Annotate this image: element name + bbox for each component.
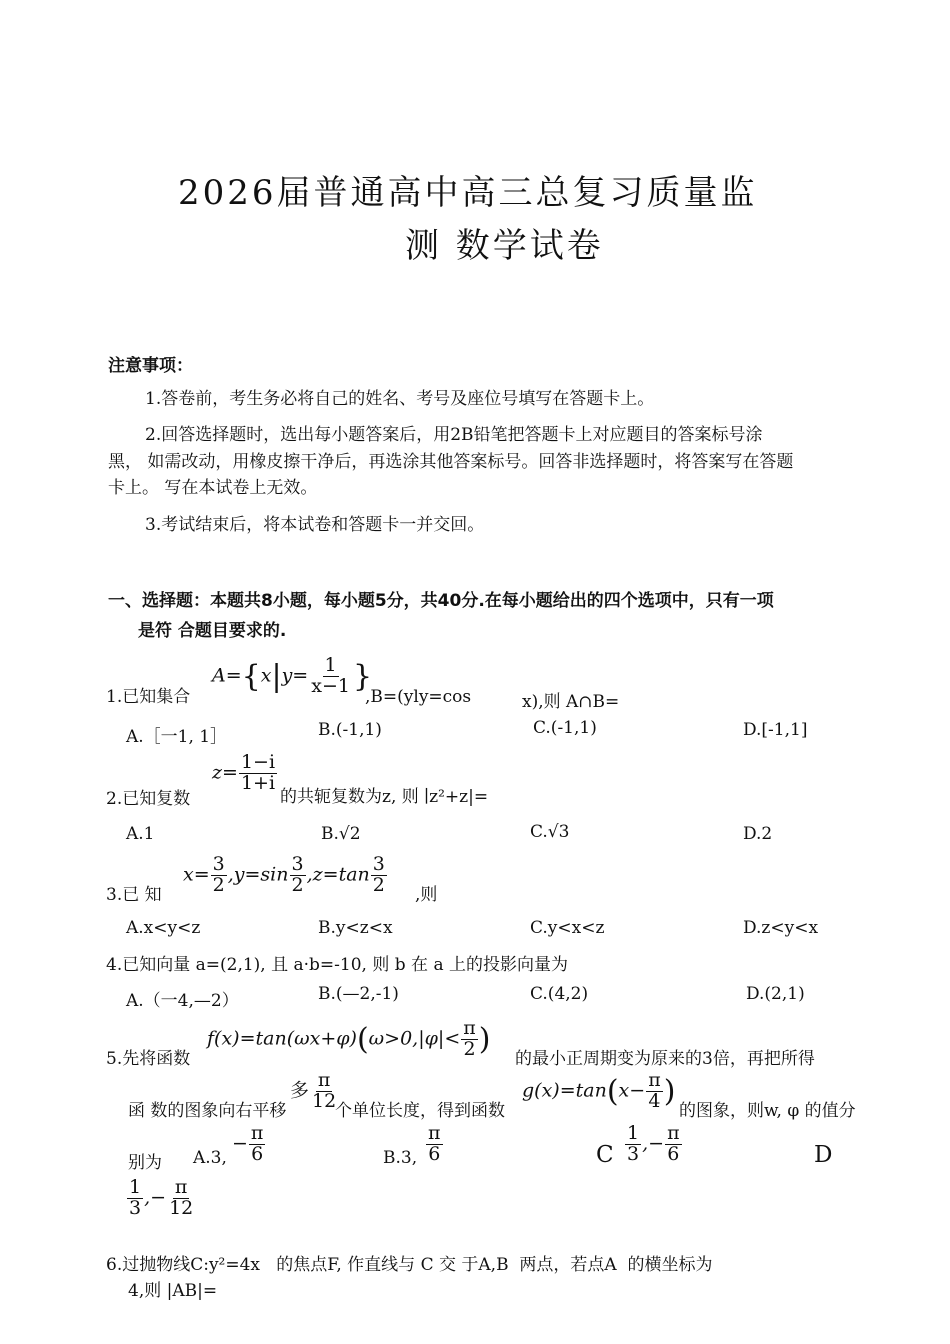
question-5-option-d-label[interactable]: D — [814, 1142, 833, 1168]
question-4-option-c[interactable]: C.(4,2) — [530, 984, 589, 1004]
q3-y-den: 2 — [291, 873, 304, 896]
question-5-f-formula — [207, 1019, 490, 1060]
q5-g-inner: x− — [618, 1079, 646, 1102]
question-4-option-a[interactable]: A.（一4,—2） — [126, 991, 239, 1011]
question-5-option-a-label[interactable]: A.3, — [193, 1148, 227, 1168]
notice-heading: 注意事项： — [108, 356, 193, 376]
question-5-g-formula — [522, 1071, 675, 1112]
question-4-option-b[interactable]: B.(—2,-1) — [318, 984, 399, 1004]
q5-optd-num1: 1 — [129, 1176, 142, 1198]
q5-optc-num1: 1 — [627, 1122, 640, 1144]
q3-y-lhs: ,y=sin — [227, 863, 289, 886]
question-5-option-b-label[interactable]: B.3, — [383, 1148, 418, 1168]
q5-g-num: π — [648, 1069, 661, 1091]
question-6-line-1: 6.过抛物线C:y²=4x 的焦点F, 作直线与 C 交 于A,B 两点，若点A 的横坐标为 — [106, 1255, 713, 1275]
question-4-text: 4.已知向量 a=(2,1), 且 a·b=-10, 则 b 在 a 上的投影向量为 — [106, 955, 568, 975]
question-2-option-b[interactable]: B.√2 — [321, 824, 361, 844]
notice-item-2-line-1: 2.回答选择题时，选出每小题答案后，用2B铅笔把答题卡上对应题目的答案标号涂 — [145, 425, 763, 445]
question-1-option-b[interactable]: B.(-1,1) — [318, 720, 382, 740]
q3-x-lhs: x= — [183, 863, 210, 886]
question-1-suffix-1: ,B=(yly=cos — [365, 687, 472, 707]
q5-shift-num: π — [317, 1069, 331, 1091]
q5-cond: ω>0,|φ|< — [368, 1027, 461, 1050]
left-paren-icon: ( — [606, 1073, 619, 1109]
q3-x-den: 2 — [212, 873, 225, 896]
q2-frac-num: 1−i — [240, 751, 276, 773]
question-5-option-a-value[interactable] — [232, 1124, 266, 1165]
q1-frac-den: x−1 — [311, 674, 350, 697]
question-3-option-a[interactable]: A.x<y<z — [126, 918, 201, 938]
q5-optd-sep: ,− — [144, 1186, 167, 1209]
q5-cond-den: 2 — [463, 1037, 476, 1060]
q5-optd-num2: π — [174, 1176, 188, 1198]
question-5-prefix: 5.先将函数 — [106, 1049, 191, 1069]
q1-frac-num: 1 — [324, 654, 337, 676]
section-1-heading-line-1: 一、选择题：本题共8小题，每小题5分，共40分.在每小题给出的四个选项中，只有一项 — [108, 591, 774, 611]
q5-cond-num: π — [463, 1017, 476, 1039]
question-3-formula — [183, 855, 388, 896]
q3-y-num: 3 — [291, 853, 304, 875]
notice-item-1: 1.答卷前，考生务必将自己的姓名、考号及座位号填写在答题卡上。 — [145, 389, 655, 409]
q5-g-expr: g(x)=tan — [522, 1079, 607, 1102]
question-2-option-a[interactable]: A.1 — [126, 824, 155, 844]
exam-title-line2: 测 数学试卷 — [405, 226, 604, 266]
q5-optc-den1: 3 — [627, 1142, 640, 1165]
question-2-prefix: 2.已知复数 — [106, 789, 191, 809]
question-5-suffix-1: 的最小正周期变为原来的3倍，再把所得 — [515, 1049, 815, 1069]
q3-z-num: 3 — [372, 853, 385, 875]
question-3-option-d[interactable]: D.z<y<x — [743, 918, 819, 938]
q5-shift-mark: 多 — [290, 1079, 310, 1102]
right-paren-icon: ) — [663, 1073, 676, 1109]
question-3-suffix: ,则 — [415, 885, 438, 905]
q5-optc-num2: π — [667, 1122, 680, 1144]
q2-frac-den: 1+i — [240, 771, 276, 794]
q5-f-expr: f(x)=tan(ωx+φ) — [207, 1027, 357, 1050]
right-brace-icon: } — [352, 658, 373, 694]
q1-math-y: y= — [281, 664, 309, 687]
q1-math-lhs: A= — [212, 664, 242, 687]
notice-item-3: 3.考试结束后，将本试卷和答题卡一并交回。 — [145, 515, 485, 535]
question-5-line-2-suffix: 的图象，则w, φ 的值分 — [679, 1101, 856, 1121]
q5-optb-den: 6 — [428, 1142, 441, 1165]
question-5-option-c-value[interactable] — [624, 1124, 683, 1165]
question-5-line-2-prefix: 函 数的图象向右平移 — [128, 1101, 287, 1121]
question-5-option-d-value[interactable] — [126, 1178, 196, 1219]
left-paren-icon: ( — [356, 1021, 369, 1057]
question-1-option-c[interactable]: C.(-1,1) — [533, 718, 597, 738]
q3-x-num: 3 — [212, 853, 225, 875]
question-2-option-c[interactable]: C.√3 — [530, 822, 570, 842]
q5-opta-num: π — [250, 1122, 264, 1144]
question-5-shift-formula — [290, 1071, 339, 1112]
question-2-formula — [212, 753, 278, 794]
q3-z-den: 2 — [372, 873, 385, 896]
q2-math-lhs: z= — [212, 761, 238, 784]
question-1-prefix: 1.已知集合 — [106, 687, 191, 707]
question-1-set-a-formula — [212, 656, 372, 697]
left-brace-icon: { — [241, 658, 261, 694]
q1-math-x: x — [260, 664, 272, 687]
question-3-option-c[interactable]: C.y<x<z — [530, 918, 605, 938]
section-1-heading-line-2: 是符 合题目要求的. — [138, 621, 287, 641]
q5-optd-den1: 3 — [129, 1196, 142, 1219]
question-5-option-b-value[interactable] — [425, 1124, 444, 1165]
question-6-line-2: 4,则 |AB|= — [128, 1281, 218, 1301]
vertical-bar-icon: | — [271, 658, 282, 694]
notice-item-2-line-3: 卡上。 写在本试卷上无效。 — [108, 478, 318, 498]
q5-opta-den: 6 — [251, 1142, 264, 1165]
question-5-line-3-prefix: 别为 — [128, 1153, 162, 1173]
right-paren-icon: ) — [478, 1021, 491, 1057]
question-3-prefix: 3.已 知 — [106, 885, 162, 905]
exam-title-line1: 2026届普通高中高三总复习质量监 — [178, 173, 758, 213]
q5-shift-den: 12 — [312, 1089, 337, 1112]
question-2-option-d[interactable]: D.2 — [743, 824, 773, 844]
question-3-option-b[interactable]: B.y<z<x — [318, 918, 393, 938]
q5-optd-den2: 12 — [169, 1196, 194, 1219]
question-1-option-d[interactable]: D.[-1,1] — [743, 720, 808, 740]
question-5-line-2-mid: 个单位长度，得到函数 — [335, 1101, 505, 1121]
q3-z-lhs: ,z=tan — [306, 863, 370, 886]
q5-optc-den2: 6 — [667, 1142, 680, 1165]
notice-item-2-line-2: 黑， 如需改动，用橡皮擦干净后，再选涂其他答案标号。回答非选择题时，将答案写在答题 — [108, 452, 794, 472]
q5-opta-sign: − — [232, 1132, 248, 1155]
question-5-option-c-label[interactable]: C — [596, 1142, 614, 1168]
question-1-option-a[interactable]: A.［一1, 1］ — [126, 727, 228, 747]
q5-optc-sep: ,− — [642, 1132, 665, 1155]
q5-optb-num: π — [428, 1122, 441, 1144]
question-4-option-d[interactable]: D.(2,1) — [746, 984, 805, 1004]
q5-g-den: 4 — [648, 1089, 661, 1112]
question-1-suffix-2: x),则 A∩B= — [522, 692, 620, 712]
question-2-suffix: 的共轭复数为z, 则 ∣z²+z|= — [280, 787, 489, 807]
